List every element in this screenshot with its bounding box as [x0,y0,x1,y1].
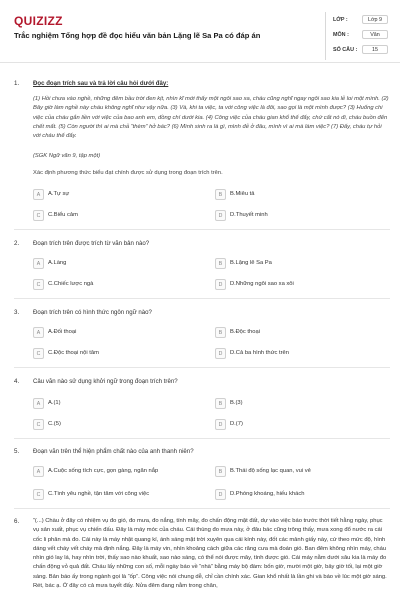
option-label: B.Lặng lẽ Sa Pa [230,260,272,266]
option-label: B.Độc thoại [230,329,260,335]
question-divider [14,298,390,299]
quizizz-logo[interactable] [14,14,63,28]
answer-option-b[interactable] [215,326,260,338]
question-number: 3. [14,309,20,316]
answer-option-c[interactable] [33,347,99,359]
option-label: A.Làng [48,260,67,266]
option-letter-badge: B [215,466,226,477]
question-text: Đọc đoạn trích sau và trả lời câu hỏi dưới đây: [33,80,169,87]
option-letter-badge: C [33,348,44,359]
answer-option-a[interactable] [33,257,66,269]
answer-option-b[interactable] [215,257,272,269]
meta-label-class: LỚP : [333,17,348,23]
option-label: C.Biểu cảm [48,212,78,218]
meta-label-subject: MÔN : [333,32,349,38]
question-number: 2. [14,240,20,247]
answer-option-c[interactable] [33,488,149,500]
question-number: 5. [14,448,20,455]
answer-option-d[interactable] [215,347,289,359]
option-letter-badge: B [215,189,226,200]
option-letter-badge: A [33,398,44,409]
option-letter-badge: A [33,466,44,477]
option-letter-badge: B [215,327,226,338]
option-label: C.(5) [48,421,61,427]
option-label: A.(1) [48,400,61,406]
answer-option-d[interactable] [215,488,304,500]
passage-source: (SGK Ngữ văn 9, tập một) [33,153,101,159]
option-letter-badge: D [215,279,226,290]
option-label: D.(7) [230,421,243,427]
answer-option-a[interactable] [33,397,61,409]
option-letter-badge: D [215,489,226,500]
answer-option-b[interactable] [215,397,243,409]
option-letter-badge: C [33,210,44,221]
question-divider [14,438,390,439]
question-number: 4. [14,378,20,385]
option-letter-badge: D [215,419,226,430]
option-label: C.Độc thoại nội tâm [48,350,99,356]
answer-option-b[interactable] [215,188,255,200]
option-label: C.Tình yêu nghề, tận tâm với công việc [48,491,150,497]
option-letter-badge: B [215,398,226,409]
answer-option-c[interactable] [33,209,78,221]
answer-option-d[interactable] [215,278,294,290]
option-label: B.Thái độ sống lạc quan, vui vẻ [230,468,311,474]
option-label: B.(3) [230,400,243,406]
question-text: Đoạn trích trên có hình thức ngôn ngữ nào? [33,309,152,316]
option-letter-badge: A [33,327,44,338]
reading-passage: “(...) Chàu ở đây có nhiệm vụ đo gió, đo mưa, đo nắng, tính mây, đo chấn động mặt đất, dự vào việc báo trước thời tiết hằng ngày, phục vụ sản xuất, phục vụ chiến đấu. Đây là máy móc của cháu. Cái thùng đo mưa này, ở đâu bác cũng trông thấy, mưa xong đổ nước ra cái cốc li phân mà đo. Cái này là máy nhật quang kí, ánh sáng mặt trời xuyên qua cái kính này, đốt các mảnh giấy này, cứ theo mức độ, hình dáng vết cháy vết cháy mà định nắng. Đây là máy vin, nhìn khoảng cách giữa các răng cưa mà đoán gió. Ban đêm không nhìn máy, cháu nhìn gió lay lá, hay nhìn trời, thấy sao nào khuất, sao nào sáng, có thể nói được mây, tính được gió. Cái máy nằm dưới sâu kia là máy đo chấn động vỏ quả đất. Cháu lấy những con số, mỗi ngày báo về “nhà” bằng máy bộ đàm: bốn giờ, mười một giờ, bảy giờ tối, lại một giờ sáng. Bản báo ấy trong ngành gọi là “ốp”. Công việc nói chung dễ, chỉ cần chính xác. Gian khổ nhất là lần ghi và báo về lúc một giờ sáng. Rét, bác ạ. Ở đây có cả mưa tuyết đấy. Nửa đêm đang nằm trong chăn, [33,518,387,590]
option-label: A.Cuộc sống tích cực, gọn gàng, ngăn nắp [48,468,159,474]
question-divider [14,229,390,230]
option-letter-badge: D [215,210,226,221]
meta-value-subject: Văn [362,30,388,39]
logo-text: UIZIZZ [23,14,63,28]
question-prompt: Xác định phương thức biểu đạt chính được sử dụng trong đoạn trích trên. [33,170,223,176]
answer-option-b[interactable] [215,465,311,477]
question-text: Đoạn văn trên thể hiện phẩm chất nào của anh thanh niên? [33,448,194,455]
answer-option-d[interactable] [215,209,268,221]
question-divider [14,508,390,509]
worksheet-header [0,0,400,62]
question-number: 1. [14,80,20,87]
option-letter-badge: A [33,189,44,200]
option-label: D.Cả ba hình thức trên [230,350,289,356]
answer-option-a[interactable] [33,326,76,338]
header-bottom-rule [0,62,400,63]
option-letter-badge: B [215,258,226,269]
option-label: D.Những ngôi sao xa xôi [230,281,294,287]
answer-option-d[interactable] [215,418,243,430]
option-label: B.Miêu tả [230,191,255,197]
header-divider [325,12,326,60]
logo-letter-q: Q [14,14,24,28]
meta-value-count: 15 [362,45,388,54]
reading-passage: (1) Hồi chưa vào nghề, những đêm bầu trời đen kịt, nhìn kĩ mới thấy một ngôi sao xa, cháu cũng nghĩ ngay ngôi sao kia lẻ loi một mình. (2) Bây giờ làm nghề này cháu không nghĩ như vậy nữa. (3) Và, khi ta việc, ta với công việc là đôi, sao gọi là một mình được? (3) Huống chi việc của cháu gắn liền với việc của bao anh em, đồng chí dưới kia. (4) Công việc của cháu gian khổ thế đấy, chứ cất nó đi, cháu buồn đến chết mất. (5) Còn người thì ai mà chả “thèm” hở bác? (6) Mình sinh ra là gì, mình đẻ ở đâu, mình vì ai mà làm việc? (7) Đấy, cháu tự hỏi với cháu thế đấy. [33,96,389,140]
option-letter-badge: C [33,489,44,500]
meta-label-count: SỐ CÂU : [333,47,358,53]
answer-option-a[interactable] [33,465,158,477]
option-letter-badge: C [33,279,44,290]
page-title: Trắc nghiệm Tổng hợp đề đọc hiểu văn bản Lặng lẽ Sa Pa có đáp án [14,31,261,40]
question-divider [14,367,390,368]
question-text: Đoạn trích trên được trích từ văn bản nào? [33,240,150,247]
answer-option-c[interactable] [33,278,93,290]
option-letter-badge: C [33,419,44,430]
option-label: A.Đối thoại [48,329,77,335]
meta-value-class: Lớp 9 [362,15,388,24]
option-label: D.Thuyết minh [230,212,268,218]
question-number: 6. [14,518,20,525]
option-label: C.Chiếc lược ngà [48,281,94,287]
option-label: A.Tự sự [48,191,70,197]
option-letter-badge: A [33,258,44,269]
question-text: Câu văn nào sử dụng khởi ngữ trong đoạn trích trên? [33,378,178,385]
option-label: D.Phóng khoáng, hiếu khách [230,491,305,497]
answer-option-c[interactable] [33,418,61,430]
answer-option-a[interactable] [33,188,69,200]
option-letter-badge: D [215,348,226,359]
